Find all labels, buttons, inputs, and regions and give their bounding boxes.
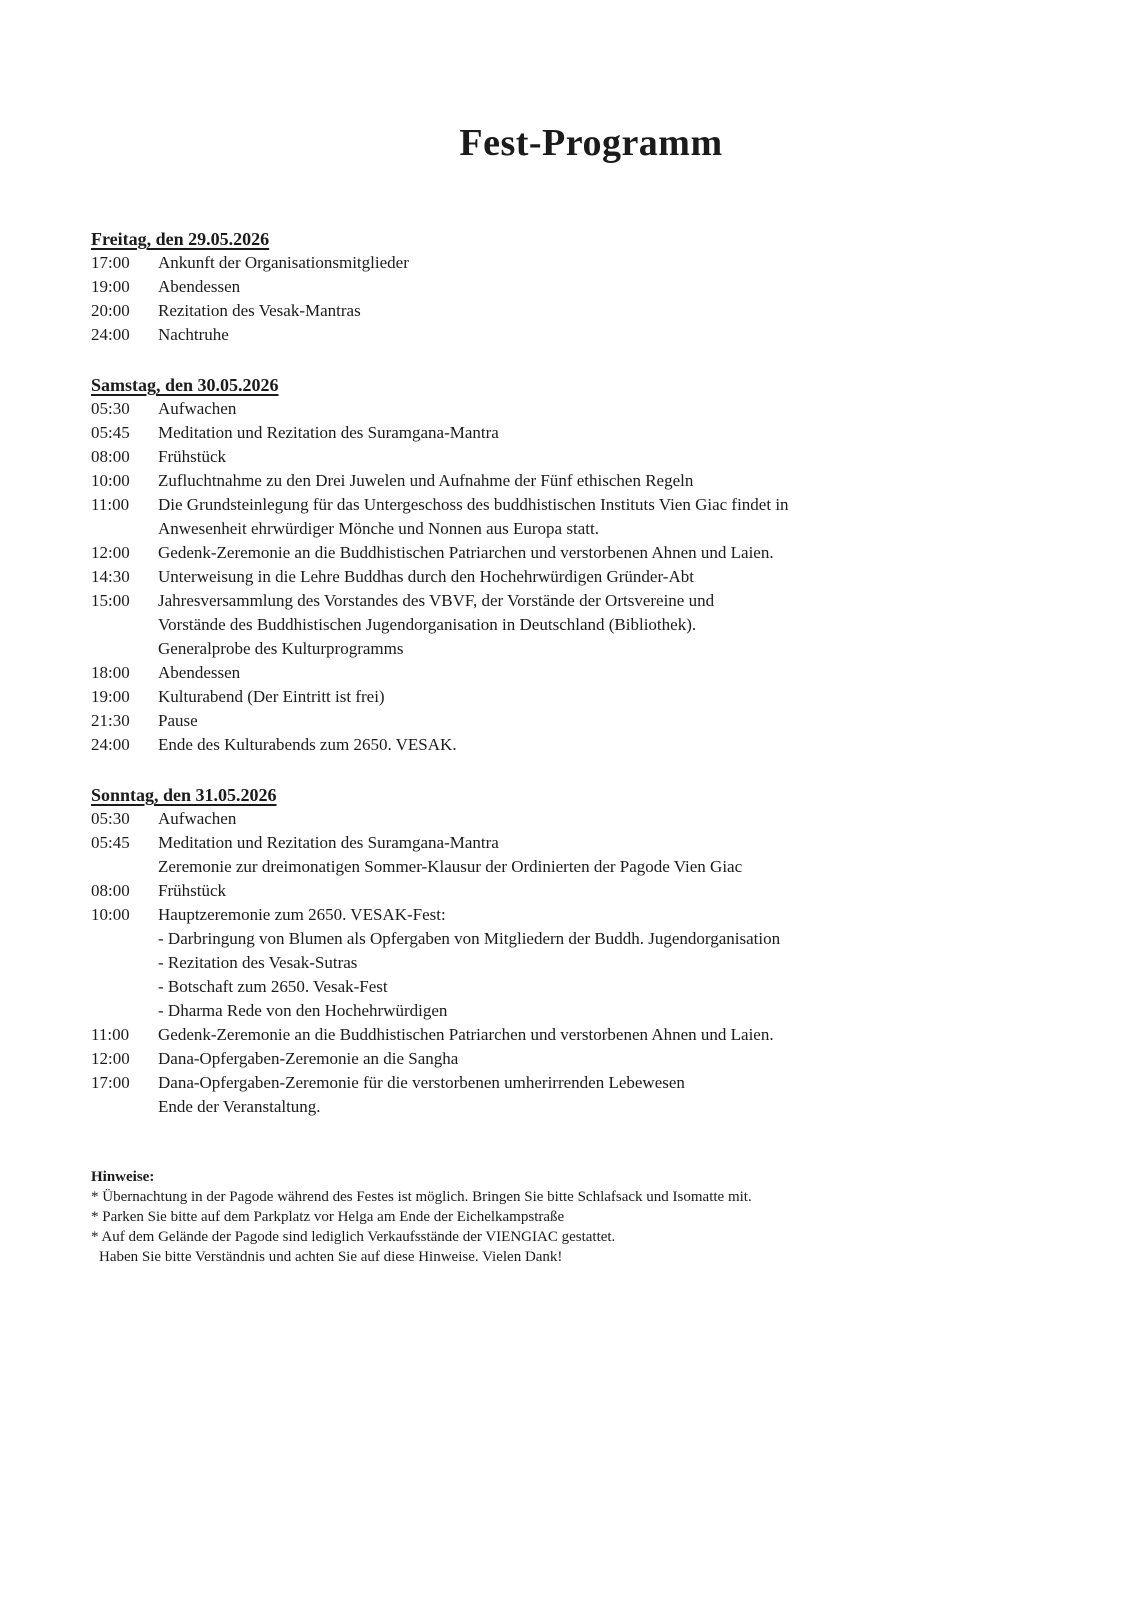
event-time: 15:00 [91,591,130,610]
event-line: Die Grundsteinlegung für das Untergeschoss des buddhistischen Instituts Vien Giac findet in [158,495,789,514]
schedule-row [91,421,1091,445]
event-line: Abendessen [158,277,241,296]
event-time: 10:00 [91,905,130,924]
event-lines [158,879,1091,903]
event-lines [158,733,1091,757]
event-time: 21:30 [91,711,130,730]
event-time: 05:45 [91,833,130,852]
schedule-row [91,733,1091,757]
event-line: - Darbringung von Blumen als Opfergaben von Mitgliedern der Buddh. Jugendorganisation [158,929,781,948]
event-lines [158,299,1091,323]
event-line: Unterweisung in die Lehre Buddhas durch den Hochehrwürdigen Gründer-Abt [158,567,694,586]
event-time: 19:00 [91,277,130,296]
event-time: 17:00 [91,253,130,272]
event-lines [158,275,1091,299]
schedule-row [91,589,1091,661]
schedule-row [91,807,1091,831]
event-lines [158,469,1091,493]
event-line: Hauptzeremonie zum 2650. VESAK-Fest: [158,905,446,924]
section [91,227,1091,347]
schedule-row [91,565,1091,589]
schedule-row [91,323,1091,347]
schedule-row [91,831,1091,879]
event-lines [158,589,1091,661]
schedule-row [91,469,1091,493]
schedule-row [91,1023,1091,1047]
event-time: 12:00 [91,543,130,562]
schedule-row [91,661,1091,685]
event-time: 11:00 [91,495,130,514]
event-lines [158,807,1091,831]
event-line: Ende des Kulturabends zum 2650. VESAK. [158,735,457,754]
notes-line: * Parken Sie bitte auf dem Parkplatz vor Helga am Ende der Eichelkampstraße [91,1209,565,1225]
event-line: Vorstände des Buddhistischen Jugendorganisation in Deutschland (Bibliothek). [158,615,697,634]
event-lines [158,323,1091,347]
event-line: Frühstück [158,447,226,466]
event-lines [158,709,1091,733]
section-heading: Samstag, den 30.05.2026 [91,375,279,395]
event-time: 20:00 [91,301,130,320]
schedule-row [91,879,1091,903]
event-time: 05:30 [91,809,130,828]
page-title: Fest-Programm [459,122,723,164]
event-time: 18:00 [91,663,130,682]
schedule-sections [91,227,1091,1119]
event-lines [158,1023,1091,1047]
event-time: 12:00 [91,1049,130,1068]
event-time: 11:00 [91,1025,130,1044]
schedule-row [91,251,1091,275]
event-line: Zufluchtnahme zu den Drei Juwelen und Aufnahme der Fünf ethischen Regeln [158,471,694,490]
event-line: Gedenk-Zeremonie an die Buddhistischen Patriarchen und verstorbenen Ahnen und Laien. [158,543,774,562]
schedule-row [91,709,1091,733]
schedule-row [91,685,1091,709]
event-line: Jahresversammlung des Vorstandes des VBVF, der Vorstände der Ortsvereine und [158,591,715,610]
event-time: 17:00 [91,1073,130,1092]
notes-line: * Übernachtung in der Pagode während des Festes ist möglich. Bringen Sie bitte Schlafsack und Isomatte mit. [91,1189,752,1205]
schedule-row [91,275,1091,299]
event-line: Nachtruhe [158,325,229,344]
event-line: Kulturabend (Der Eintritt ist frei) [158,687,385,706]
event-time: 08:00 [91,881,130,900]
event-time: 14:30 [91,567,130,586]
section-heading: Freitag, den 29.05.2026 [91,229,270,249]
event-line: - Rezitation des Vesak-Sutras [158,953,358,972]
event-time: 05:45 [91,423,130,442]
event-lines [158,445,1091,469]
event-lines [158,541,1091,565]
event-line: Dana-Opfergaben-Zeremonie für die verstorbenen umherirrenden Lebewesen [158,1073,685,1092]
section [91,783,1091,1119]
schedule-row [91,903,1091,1023]
event-time: 24:00 [91,735,130,754]
event-line: - Botschaft zum 2650. Vesak-Fest [158,977,388,996]
event-lines [158,831,1091,879]
event-lines [158,251,1091,275]
event-lines [158,397,1091,421]
event-lines [158,565,1091,589]
event-time: 19:00 [91,687,130,706]
schedule-row [91,1071,1091,1119]
event-line: Anwesenheit ehrwürdiger Mönche und Nonnen aus Europa statt. [158,519,599,538]
notes-line: * Auf dem Gelände der Pagode sind lediglich Verkaufsstände der VIENGIAC gestattet. [91,1229,616,1245]
event-line: Ankunft der Organisationsmitglieder [158,253,409,272]
event-line: Generalprobe des Kulturprogramms [158,639,404,658]
notes-heading: Hinweise: [91,1169,155,1185]
event-line: Aufwachen [158,809,237,828]
event-lines [158,661,1091,685]
event-line: Zeremonie zur dreimonatigen Sommer-Klausur der Ordinierten der Pagode Vien Giac [158,857,743,876]
event-line: Meditation und Rezitation des Suramgana-Mantra [158,423,499,442]
schedule-row [91,541,1091,565]
event-time: 24:00 [91,325,130,344]
event-line: Abendessen [158,663,241,682]
event-lines [158,493,1091,541]
event-time: 10:00 [91,471,130,490]
notes-section [91,1167,1091,1267]
event-lines [158,1071,1091,1119]
schedule-row [91,1047,1091,1071]
event-line: Gedenk-Zeremonie an die Buddhistischen Patriarchen und verstorbenen Ahnen und Laien. [158,1025,774,1044]
event-line: Meditation und Rezitation des Suramgana-Mantra [158,833,499,852]
event-time: 05:30 [91,399,130,418]
notes-lines [91,1187,1091,1267]
event-line: Dana-Opfergaben-Zeremonie an die Sangha [158,1049,459,1068]
event-lines [158,685,1091,709]
event-lines [158,903,1091,1023]
schedule-row [91,397,1091,421]
section [91,373,1091,757]
event-line: Aufwachen [158,399,237,418]
event-line: - Dharma Rede von den Hochehrwürdigen [158,1001,448,1020]
event-line: Ende der Veranstaltung. [158,1097,321,1116]
event-time: 08:00 [91,447,130,466]
schedule-row [91,493,1091,541]
event-line: Pause [158,711,198,730]
event-lines [158,421,1091,445]
notes-line: Haben Sie bitte Verständnis und achten Sie auf diese Hinweise. Vielen Dank! [99,1249,563,1265]
event-line: Rezitation des Vesak-Mantras [158,301,361,320]
schedule-row [91,299,1091,323]
event-line: Frühstück [158,881,226,900]
schedule-row [91,445,1091,469]
event-lines [158,1047,1091,1071]
section-heading: Sonntag, den 31.05.2026 [91,785,277,805]
